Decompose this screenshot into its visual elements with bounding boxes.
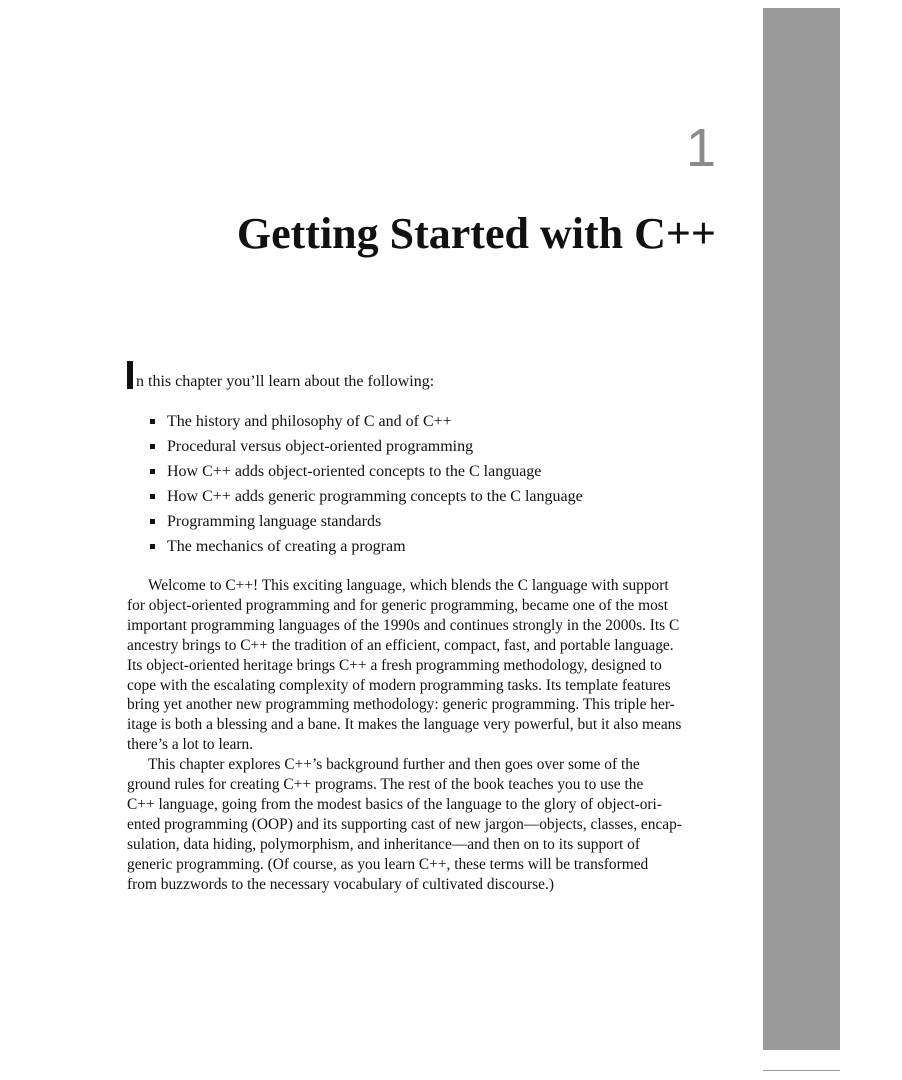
bullet-icon xyxy=(150,544,155,549)
paragraph2-line: sulation, data hiding, polymorphism, and inheritance—and then on to its support of xyxy=(127,835,640,853)
paragraph2-line: generic programming. (Of course, as you learn C++, these terms will be transformed xyxy=(127,855,649,873)
chapter-side-tab xyxy=(763,8,840,1050)
paragraph2-line: This chapter explores C++’s background further and then goes over some of the xyxy=(148,756,640,774)
list-item: How C++ adds generic programming concepts to the C language xyxy=(150,484,583,509)
paragraph1-line: ancestry brings to C++ the tradition of an efficient, compact, fast, and portable language. xyxy=(127,636,674,654)
paragraph1-line: bring yet another new programming methodology: generic programming. This triple her- xyxy=(127,696,675,714)
paragraph2-line: ented programming (OOP) and its supporting cast of new jargon—objects, classes, encap- xyxy=(127,815,682,833)
bullet-icon xyxy=(150,519,155,524)
list-item: The mechanics of creating a program xyxy=(150,534,583,559)
paragraph1-line: Welcome to C++! This exciting language, which blends the C language with support xyxy=(148,577,669,594)
chapter-intro xyxy=(127,361,727,391)
body-text xyxy=(127,576,727,895)
bullet-icon xyxy=(150,494,155,499)
paragraph1-line: important programming languages of the 1990s and continues strongly in the 2000s. Its C xyxy=(127,616,680,634)
paragraph2-line: ground rules for creating C++ programs. The rest of the book teaches you to use the xyxy=(127,776,644,794)
list-item: Procedural versus object-oriented programming xyxy=(150,434,583,459)
paragraph1-line: cope with the escalating complexity of modern programming tasks. Its template features xyxy=(127,676,671,694)
list-item: The history and philosophy of C and of C++ xyxy=(150,409,583,434)
bullet-icon xyxy=(150,444,155,449)
list-item: Programming language standards xyxy=(150,509,583,534)
list-item: How C++ adds object-oriented concepts to the C language xyxy=(150,459,583,484)
chapter-objectives-list xyxy=(150,409,583,559)
side-tab-bottom-line xyxy=(763,1070,840,1071)
drop-cap-letter xyxy=(127,361,133,389)
paragraph2-line: C++ language, going from the modest basics of the language to the glory of object-ori- xyxy=(127,795,662,813)
paragraph2-line: from buzzwords to the necessary vocabulary of cultivated discourse.) xyxy=(127,875,554,893)
chapter-number: 1 xyxy=(685,118,716,178)
bullet-icon xyxy=(150,419,155,424)
intro-text: n this chapter you’ll learn about the following: xyxy=(136,373,435,390)
paragraph1-line: for object-oriented programming and for generic programming, became one of the most xyxy=(127,596,669,614)
chapter-title: Getting Started with C++ xyxy=(236,209,716,258)
bullet-icon xyxy=(150,469,155,474)
paragraph1-line: there’s a lot to learn. xyxy=(127,736,254,754)
paragraph1-line: itage is both a blessing and a bane. It makes the language very powerful, but it also means xyxy=(127,716,682,734)
paragraph1-line: Its object-oriented heritage brings C++ a fresh programming methodology, designed to xyxy=(127,656,662,674)
